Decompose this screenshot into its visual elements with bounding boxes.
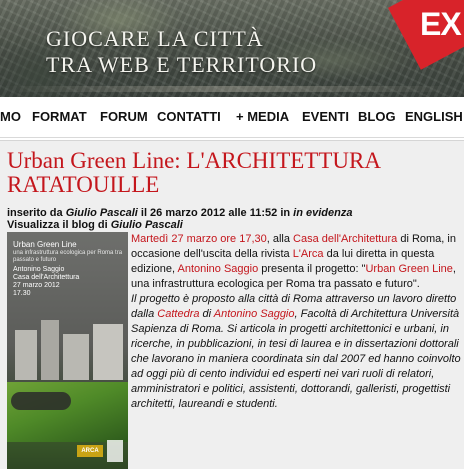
blog-link-prefix: Visualizza il blog di xyxy=(7,219,108,231)
nav-item-contatti[interactable]: CONTATTI xyxy=(157,109,221,124)
site-tagline-line-1: GIOCARE LA CITTÀ xyxy=(46,26,264,51)
magazine-link[interactable]: L'Arca xyxy=(292,248,324,260)
article-title[interactable]: Urban Green Line: L'ARCHITETTURA RATATOUILLE xyxy=(7,148,380,197)
nav-item-home[interactable]: MO xyxy=(0,109,21,124)
poster-subtitle: una infrastruttura ecologica per Roma tra passato e futuro xyxy=(13,250,123,263)
nav-item-format[interactable]: FORMAT xyxy=(32,109,87,124)
poster-venue: Casa dell'Architettura xyxy=(13,274,80,281)
article-body xyxy=(131,232,462,412)
poster-partner-logo xyxy=(107,440,123,462)
site-logo[interactable]: EX xyxy=(420,6,461,42)
poster-arca-badge: ARCA xyxy=(77,445,103,457)
byline-section[interactable]: in evidenza xyxy=(293,207,353,219)
nav-item-blog[interactable]: BLOG xyxy=(358,109,396,124)
article-paragraph-1: Martedì 27 marzo ore 17,30, alla Casa dell'Architettura di Roma, in occasione dell'uscita della rivista L'Arca da lui diretta in questa edizione, Antonino Saggio presenta il progetto: "Urban Green Line, una infrastruttura ecologica per Roma tra passato e futuro". xyxy=(131,233,456,290)
byline-prefix: inserito da xyxy=(7,207,63,219)
person-link-2[interactable]: Antonino Saggio xyxy=(213,308,295,320)
byline-date: il 26 marzo 2012 alle 11:52 in xyxy=(137,207,294,219)
nav-item-english[interactable]: ENGLISH xyxy=(405,109,463,124)
article-byline xyxy=(7,207,459,219)
article-meta xyxy=(7,207,459,231)
blog-link-author[interactable]: Giulio Pascali xyxy=(110,219,183,231)
nav-item-eventi[interactable]: EVENTI xyxy=(302,109,349,124)
poster-time: 17.30 xyxy=(13,290,31,297)
nav-item-media[interactable]: + MEDIA xyxy=(236,109,290,124)
site-header xyxy=(0,0,464,97)
article-blog-link-line xyxy=(7,219,459,231)
chair-link[interactable]: Cattedra xyxy=(157,308,200,320)
event-date-link[interactable]: Martedì 27 marzo ore 17,30 xyxy=(131,233,267,245)
byline-author[interactable]: Giulio Pascali xyxy=(65,207,138,219)
article-paragraph-2: Il progetto è proposto alla città di Roma attraverso un lavoro diretto dalla Cattedra di Antonino Saggio, Facoltà di Architettura Università Sapienza di Roma. Si articola in progetti architettonici e urbani, in ricerche, in pubblicazioni, in tesi di laurea e in dissertazioni dottorali che lavorano in maniera coordinata sin dal 2007 ed hanno coinvolto ad oggi più di cento individui ed esperti nei vari ruoli di relatori, amministratori e politici, assistenti, dottorandi, galleristi, progettisti architetti, laureandi e studenti. xyxy=(131,293,461,410)
poster-tram xyxy=(11,392,71,410)
poster-author: Antonino Saggio xyxy=(13,266,65,273)
poster-date: 27 marzo 2012 xyxy=(13,282,60,289)
header-map-road xyxy=(0,86,464,92)
main-nav xyxy=(0,97,464,138)
nav-item-forum[interactable]: FORUM xyxy=(100,109,148,124)
article-container xyxy=(0,140,464,469)
event-poster-image[interactable] xyxy=(7,232,128,469)
poster-title: Urban Green Line xyxy=(13,240,77,249)
poster-green-line xyxy=(7,382,128,442)
person-link[interactable]: Antonino Saggio xyxy=(177,263,259,275)
venue-link[interactable]: Casa dell'Architettura xyxy=(293,233,398,245)
poster-details xyxy=(13,266,93,298)
site-tagline-line-2: TRA WEB E TERRITORIO xyxy=(46,52,318,77)
project-link[interactable]: Urban Green Line xyxy=(365,263,453,275)
